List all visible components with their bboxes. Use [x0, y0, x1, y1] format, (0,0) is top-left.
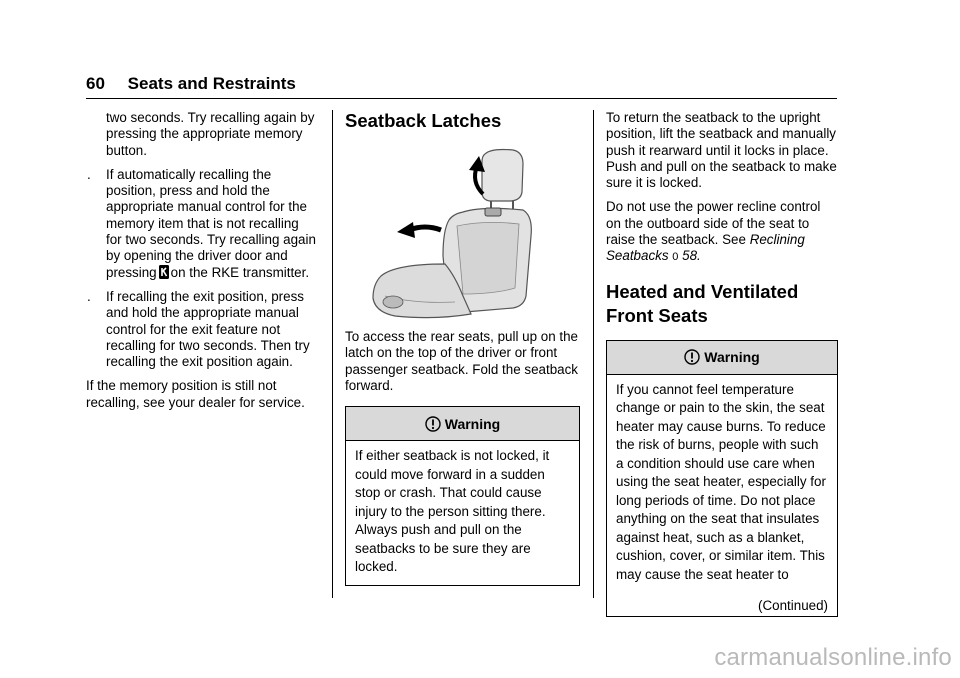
paragraph-with-reference	[606, 199, 838, 265]
bullet-item	[86, 289, 318, 370]
column-1	[86, 110, 318, 411]
paragraph: To return the seatback to the upright position, lift the seatback and manually push it rearward until it locks in place. Push and pull on the seatback to make sure it is locked.	[606, 110, 837, 191]
warning-heading: Warning	[444, 415, 501, 432]
bullet-mark: .	[87, 166, 91, 182]
column-divider	[593, 110, 594, 598]
bullet-mark: .	[87, 288, 91, 304]
warning-icon	[425, 416, 441, 432]
continued-bullet-text: two seconds. Try recalling again by pressing the appropriate memory button.	[106, 110, 315, 158]
section-title: Seats and Restraints	[127, 74, 296, 93]
cross-reference-link[interactable]: Reclining Seatbacks	[606, 232, 805, 264]
warning-box	[345, 406, 580, 586]
watermark: carmanualsonline.info	[714, 644, 952, 671]
warning-header	[607, 341, 837, 375]
column-divider	[332, 110, 333, 598]
header-rule	[86, 98, 837, 99]
bullet-item	[86, 167, 318, 281]
continued-label: (Continued)	[758, 598, 828, 614]
warning-heading: Warning	[704, 349, 760, 366]
bullet-text: If automatically recalling the position, press and hold the appropriate manual control for the memory item that is not recalling for two seconds. Try recalling again by opening the driver door and pressing	[106, 166, 316, 280]
seat-illustration	[345, 146, 580, 321]
page-header	[86, 74, 296, 94]
warning-box	[606, 340, 838, 618]
page-number: 60	[86, 74, 105, 93]
column-3	[606, 110, 838, 617]
paragraph: To access the rear seats, pull up on the latch on the top of the driver or front passenger seatback. Fold the seatback forward.	[345, 329, 578, 393]
warning-header	[346, 407, 579, 441]
bullet-text: If recalling the exit position, press and hold the appropriate manual control for the exit feature not recalling for two seconds. Then try recalling the exit position again.	[106, 288, 310, 370]
page-reference-symbol: 0	[672, 251, 679, 264]
column-2	[345, 110, 580, 586]
paragraph-text: Do not use the power recline control on the outboard side of the seat to raise the seatback. See	[606, 199, 821, 248]
warning-icon	[684, 349, 700, 365]
section-heading: Heated and Ventilated Front Seats	[606, 280, 799, 326]
cross-reference-page[interactable]: 58.	[682, 248, 701, 264]
paragraph: If the memory position is still not recalling, see your dealer for service.	[86, 378, 305, 410]
seatback-latch-illustration	[345, 146, 580, 321]
warning-body: If you cannot feel temperature change or pain to the skin, the seat heater may cause burns. To reduce the risk of burns, people with such a condition should use care when using the seat heater, especially for long periods of time. Do not place anything on the seat that insulates against heat, such as a blanket, cushion, cover, or similar item. This may cause the seat heater to	[616, 381, 826, 582]
rke-unlock-icon	[159, 265, 169, 279]
bullet-text-after-icon: on the RKE transmitter.	[170, 264, 310, 280]
section-heading: Seatback Latches	[345, 110, 502, 131]
warning-body: If either seatback is not locked, it could move forward in a sudden stop or crash. That could cause injury to the person sitting there. Always push and pull on the seatbacks to be sure they are locked.	[355, 448, 550, 575]
